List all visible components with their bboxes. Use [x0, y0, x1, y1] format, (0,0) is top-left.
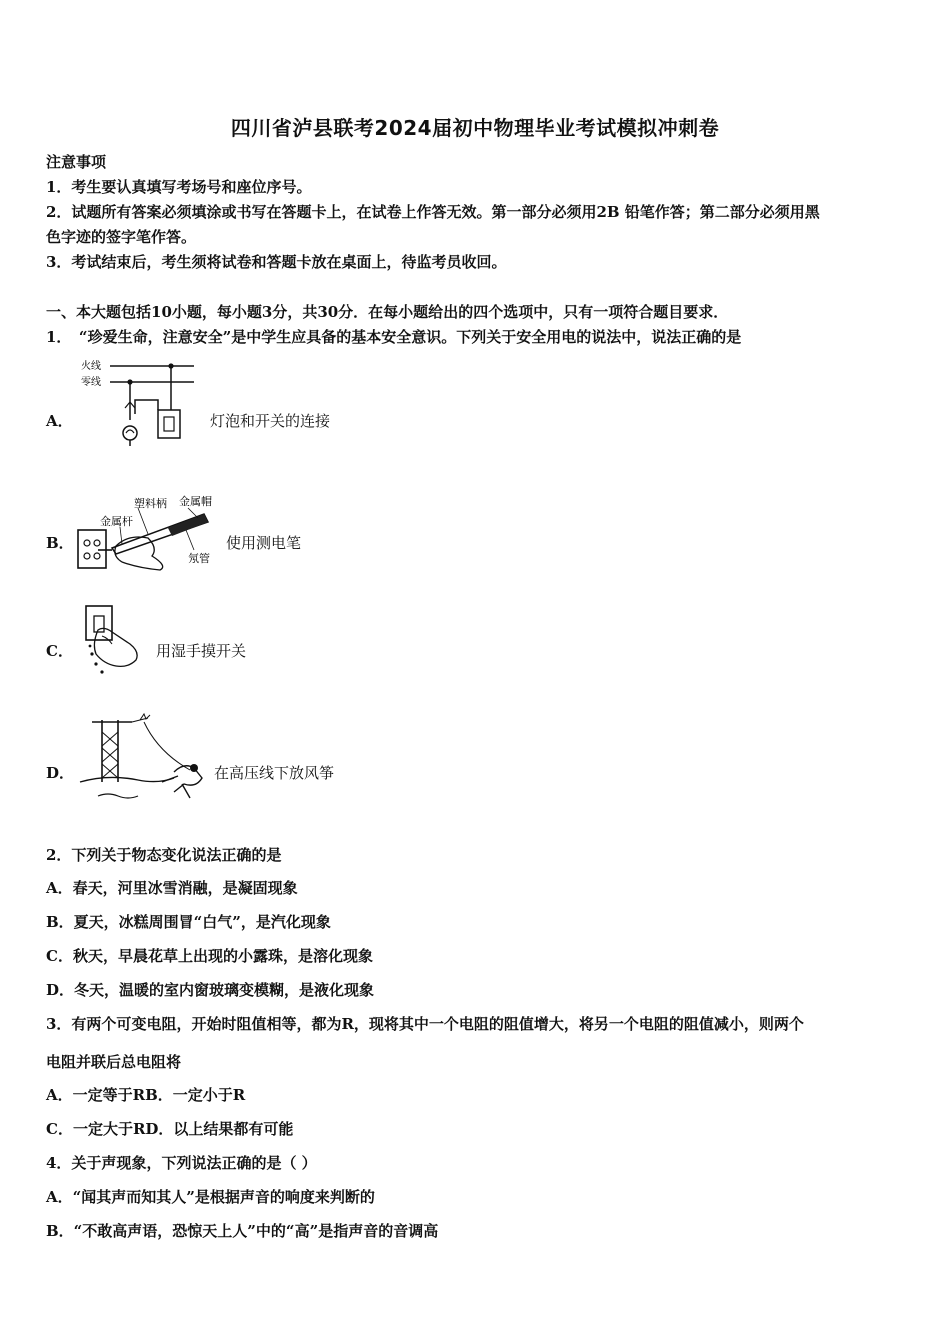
metal-cap-label: 金属帽: [179, 495, 212, 508]
q2-stem: 2．下列关于物态变化说法正确的是: [46, 846, 282, 864]
notice-item-2: 2．试题所有答案必须填涂或书写在答题卡上，在试卷上作答无效。第一部分必须用2B 铅笔作答；第二部分必须用黑: [46, 203, 820, 221]
notice-heading: 注意事项: [46, 153, 107, 171]
q4-option-a: A．“闻其声而知其人”是根据声音的响度来判断的: [46, 1188, 375, 1206]
notice-item-3: 3．考试结束后，考生须将试卷和答题卡放在桌面上，待监考员收回。: [46, 253, 507, 271]
q2-option-a: A．春天，河里冰雪消融，是凝固现象: [46, 879, 298, 897]
wet-hand-switch-figure: [82, 604, 144, 680]
q2-option-b: B．夏天，冰糕周围冒“白气”，是汽化现象: [46, 913, 331, 931]
page-title: 四川省泸县联考2024届初中物理毕业考试模拟冲刺卷: [230, 116, 720, 140]
neutral-wire-label: 零线: [81, 377, 101, 388]
q1-option-b-label: B．: [46, 534, 74, 552]
q1-option-b-text: 使用测电笔: [226, 534, 302, 552]
q4-stem: 4．关于声现象，下列说法正确的是（ ）: [46, 1154, 317, 1172]
live-wire-label: 火线: [81, 361, 101, 372]
q1-stem: 1． “珍爱生命，注意安全”是中学生应具备的基本安全意识。下列关于安全用电的说法中，说法正确的是: [46, 328, 742, 346]
notice-item-1: 1．考生要认真填写考场号和座位序号。: [46, 178, 312, 196]
kite-power-line-figure: [78, 712, 210, 804]
notice-item-2-cont: 色字迹的签字笔作答。: [46, 228, 197, 246]
q2-option-c: C．秋天，早晨花草上出现的小露珠，是溶化现象: [46, 947, 373, 965]
q2-option-d: D．冬天，温暖的室内窗玻璃变模糊，是液化现象: [46, 981, 375, 999]
q1-option-d-label: D．: [46, 764, 75, 782]
section-heading: 一、本大题包括10小题，每小题3分，共30分．在每小题给出的四个选项中，只有一项符合题目要求．: [46, 303, 729, 321]
q4-option-b: B．“不敢高声语，恐惊天上人”中的“高”是指声音的音调高: [46, 1222, 439, 1240]
test-pen-figure: [76, 490, 224, 572]
plastic-handle-label: 塑料柄: [134, 497, 167, 510]
q3-option-ab: A．一定等于RB．一定小于R: [46, 1086, 246, 1104]
q3-stem-cont: 电阻并联后总电阻将: [46, 1053, 182, 1071]
q3-option-cd: C．一定大于RD．以上结果都有可能: [46, 1120, 294, 1138]
q3-stem: 3．有两个可变电阻，开始时阻值相等，都为R，现将其中一个电阻的阻值增大，将另一个电阻的阻值减小，则两个: [46, 1015, 804, 1033]
q1-option-a-text: 灯泡和开关的连接: [210, 412, 331, 430]
wiring-diagram-figure: [78, 356, 198, 454]
q1-option-d-text: 在高压线下放风筝: [214, 764, 335, 782]
q1-option-c-text: 用湿手摸开关: [156, 642, 247, 660]
q1-option-a-label: A．: [46, 412, 73, 430]
q1-option-c-label: C．: [46, 642, 73, 660]
metal-rod-label: 金属杆: [100, 515, 133, 528]
neon-tube-label: 氖管: [188, 552, 210, 565]
